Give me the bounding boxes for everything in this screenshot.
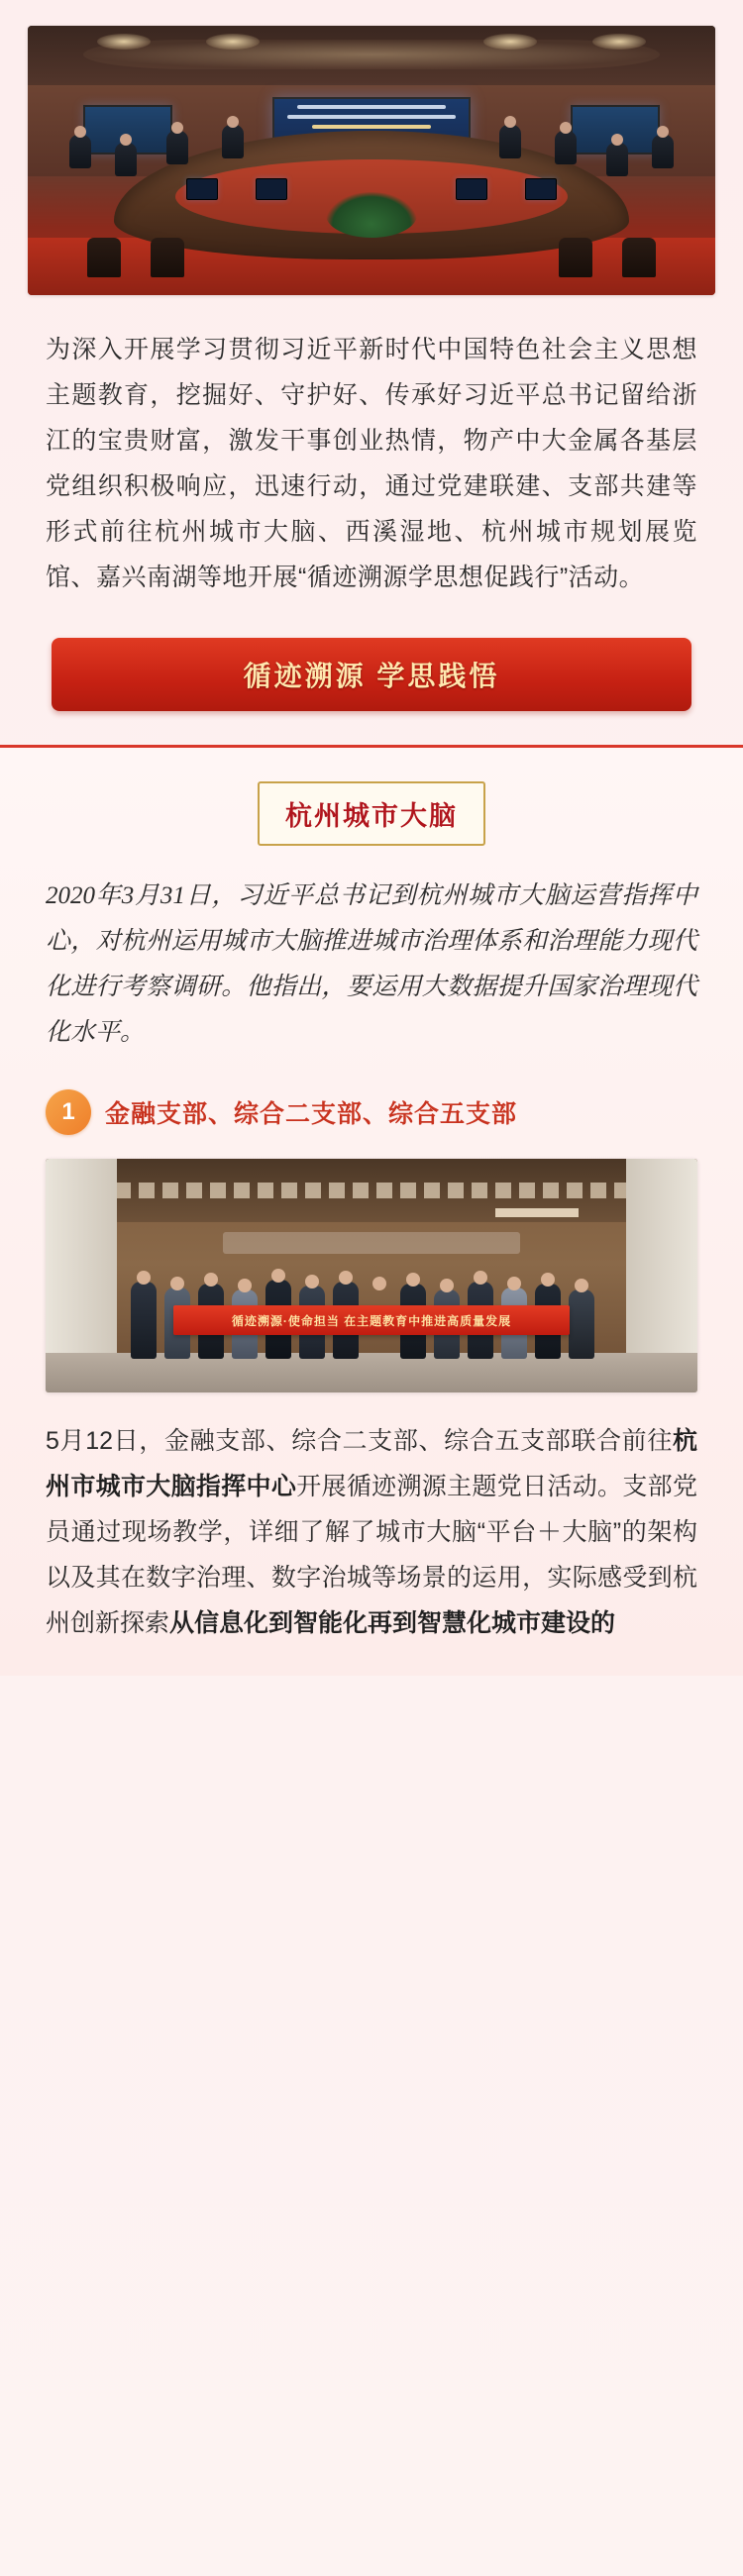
body-mid: 开展循迹溯源主题党日活动。支部党员通过现场教学，详细了解了城市大脑“平台＋大脑”的架构以及其在数字治理、数字治城等场景的运用，实际感受到杭州创新探索 (46, 1473, 697, 1637)
photo-person (131, 1282, 157, 1359)
hero-photo-illustration (28, 26, 715, 295)
item-number-badge: 1 (46, 1089, 91, 1135)
desk-monitor (456, 178, 487, 200)
attendee (69, 135, 91, 168)
group-photo (46, 1159, 697, 1392)
wall-signature-text (495, 1208, 579, 1217)
hero-image (28, 26, 715, 295)
ceiling-lamp (97, 34, 151, 50)
body-bold-1: 杭州市城市大脑指挥中心 (46, 1427, 697, 1500)
item-label: 金融支部、综合二支部、综合五支部 (105, 1100, 518, 1128)
section-title: 杭州城市大脑 (258, 781, 485, 846)
section-banner (52, 638, 691, 711)
desk-monitor (256, 178, 287, 200)
ceiling-lamp (592, 34, 646, 50)
center-logo-sign (223, 1232, 520, 1254)
banner-title: 循迹溯源 学思践悟 (243, 661, 500, 691)
photo-person (569, 1289, 594, 1359)
attendee (652, 135, 674, 168)
chair (559, 238, 592, 277)
wall-quote-text (115, 1183, 628, 1198)
group-photo-illustration (46, 1159, 697, 1392)
photo-banner-text: 循迹溯源·使命担当 在主题教育中推进高质量发展 (231, 1313, 512, 1328)
banner-body (52, 638, 691, 711)
attendee (115, 143, 137, 176)
chair (622, 238, 656, 277)
ceiling-lamp (206, 34, 260, 50)
body-paragraph (46, 1418, 697, 1646)
section-title-wrap (0, 781, 743, 846)
chair (151, 238, 184, 277)
attendee (166, 131, 188, 164)
section-hangzhou-city-brain (0, 745, 743, 1676)
intro-paragraph: 为深入开展学习贯彻习近平新时代中国特色社会主义思想主题教育，挖掘好、守护好、传承好习近平总书记留给浙江的宝贵财富，激发干事创业热情，物产中大金属各基层党组织积极响应，迅速行动，通过党建联建、支部共建等形式前往杭州城市大脑、西溪湿地、杭州城市规划展览馆、嘉兴南湖等地开展“循迹溯源学思想促践行”活动。 (46, 336, 697, 591)
desk-monitor (186, 178, 218, 200)
table-plants (326, 192, 417, 238)
attendee (606, 143, 628, 176)
photo-floor (46, 1353, 697, 1392)
section-quote-paragraph: 2020年3月31日，习近平总书记到杭州城市大脑运营指挥中心，对杭州运用城市大脑推进城市治理体系和治理能力现代化进行考察调研。他指出，要运用大数据提升国家治理现代化水平。 (46, 882, 697, 1046)
attendee (499, 125, 521, 158)
chair (87, 238, 121, 277)
attendee (222, 125, 244, 158)
photo-red-banner (173, 1305, 570, 1335)
ceiling-lamp (483, 34, 537, 50)
desk-monitor (525, 178, 557, 200)
numbered-item (46, 1089, 743, 1135)
body-lead: 5月12日，金融支部、综合二支部、综合五支部联合前往 (46, 1427, 673, 1455)
body-bold-2: 从信息化到智能化再到智慧化城市建设的 (169, 1609, 616, 1637)
attendee (555, 131, 577, 164)
